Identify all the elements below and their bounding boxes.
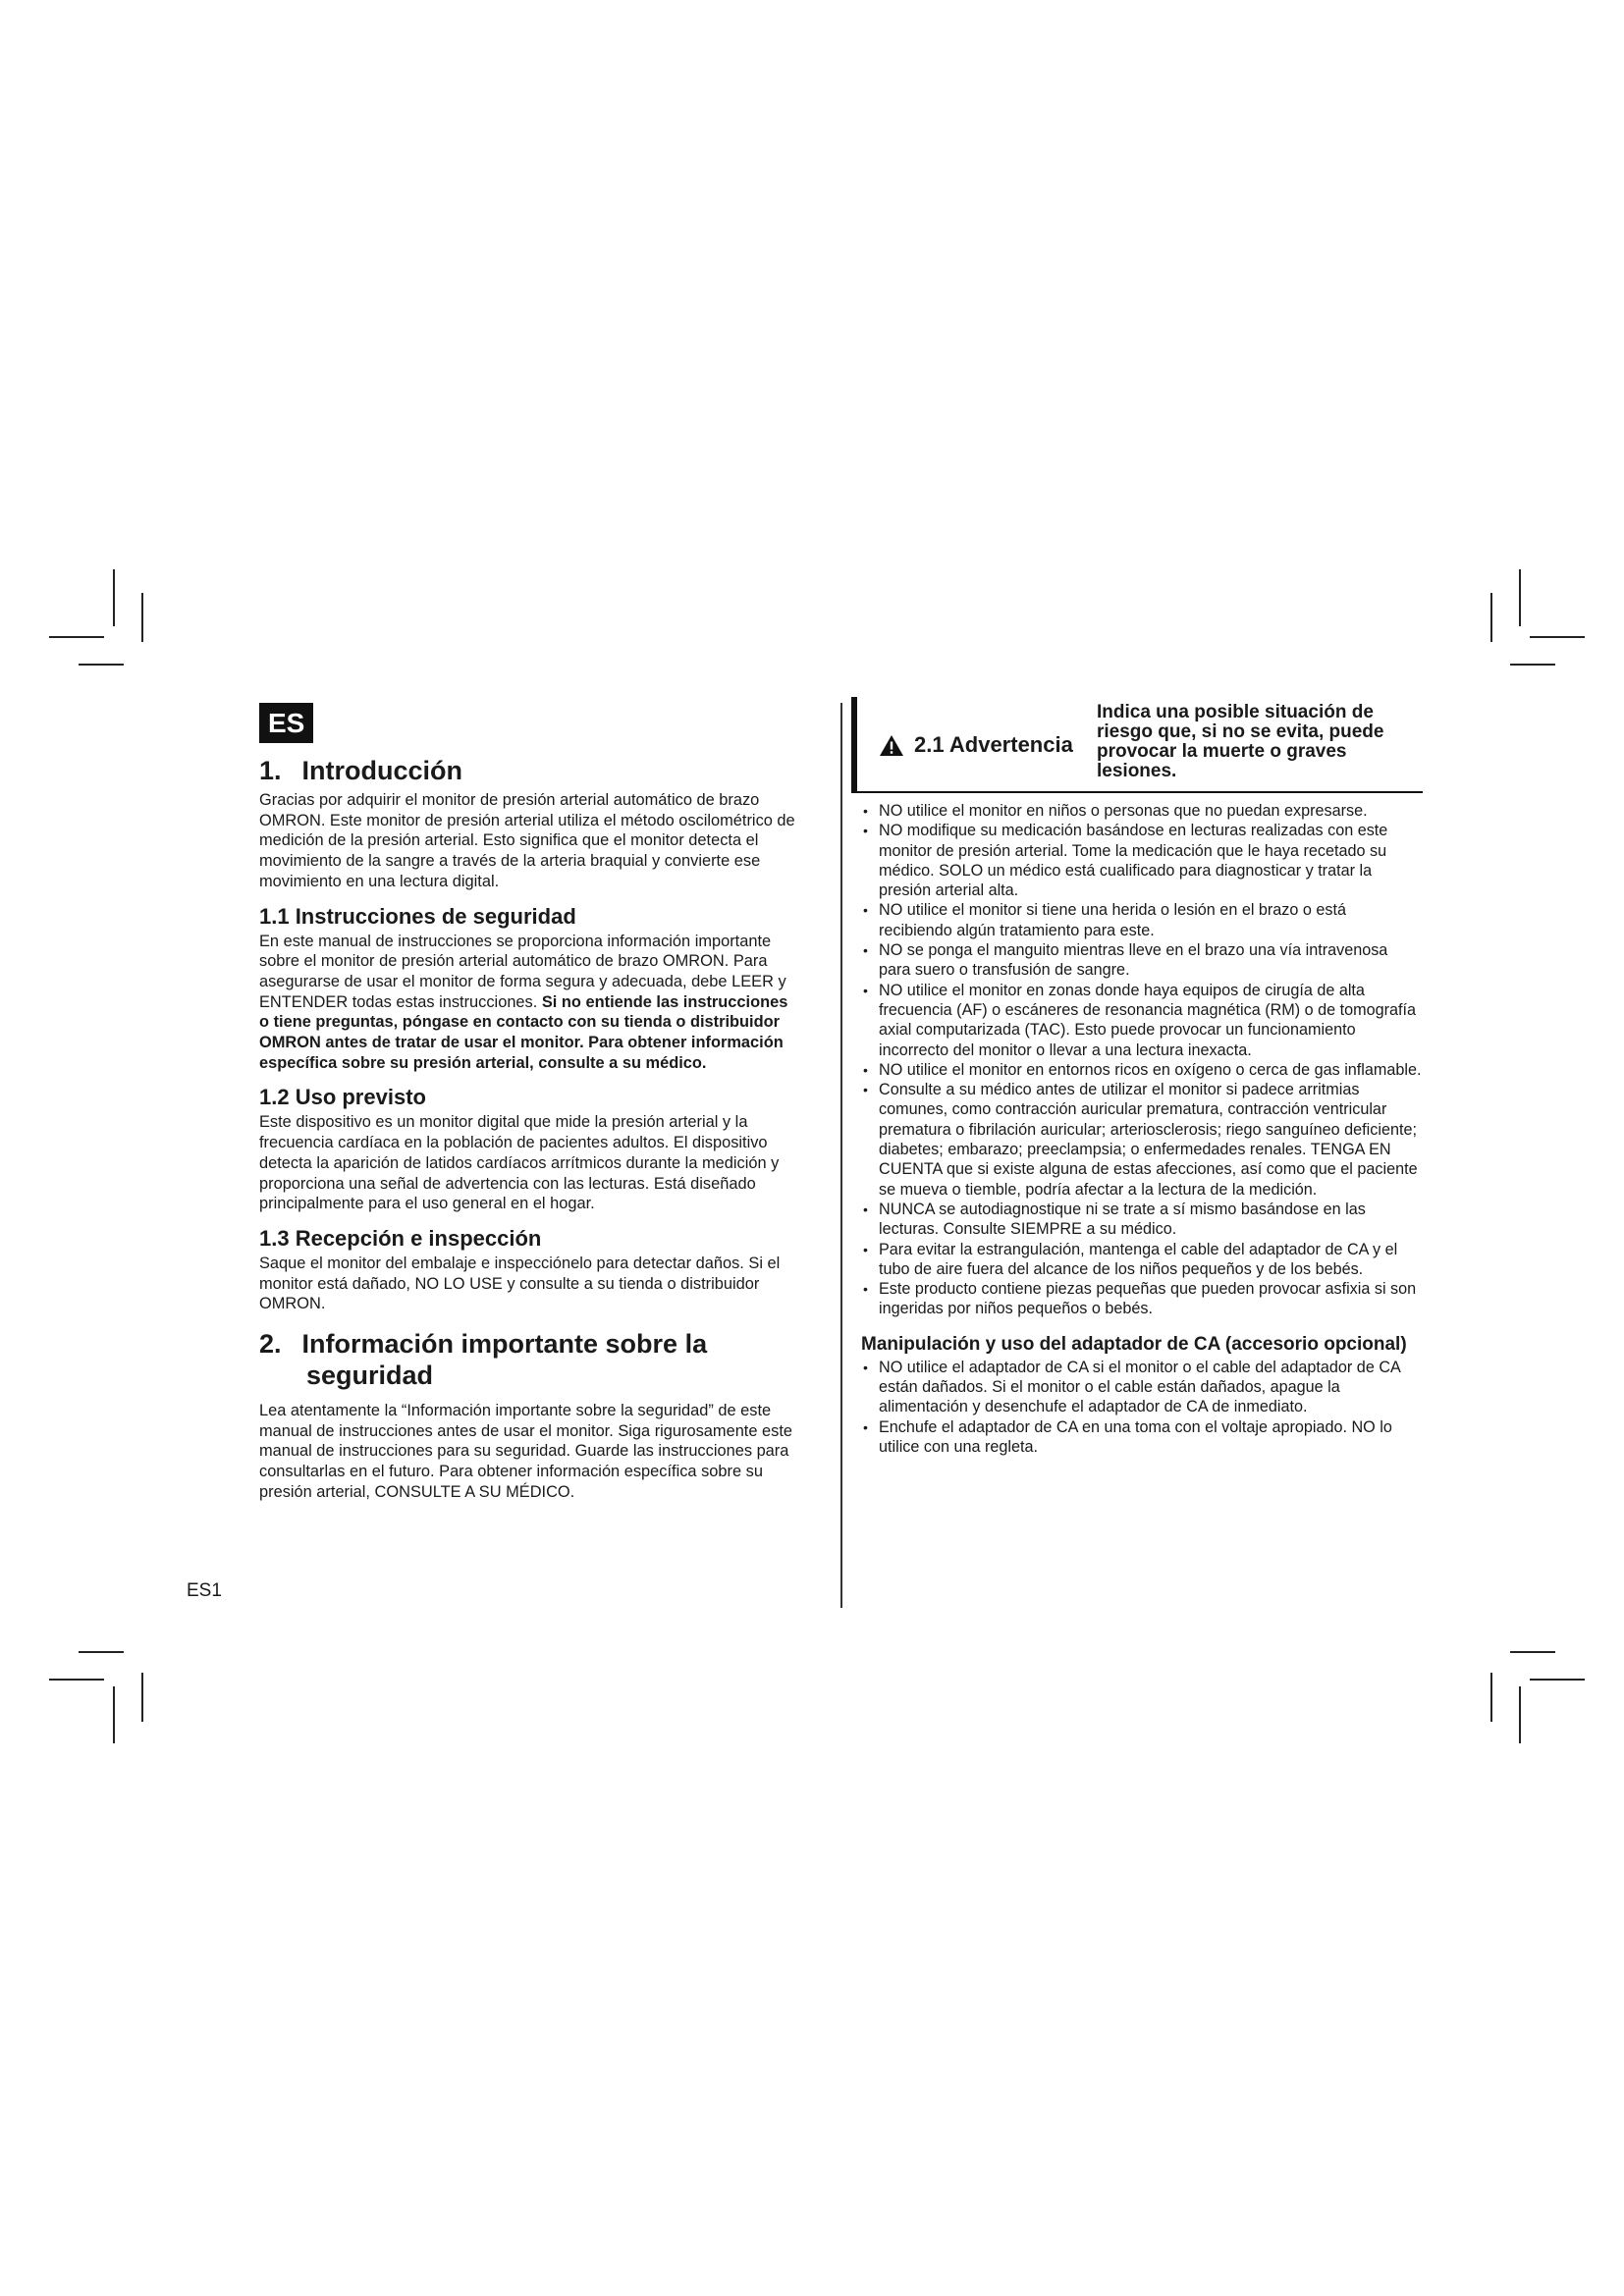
list-item: • NUNCA se autodiagnostique ni se trate a sí mismo basándose en las lecturas. Consulte SIEMPRE a su médico. — [861, 1200, 1423, 1240]
list-item: • NO utilice el monitor en niños o personas que no puedan expresarse. — [861, 801, 1423, 821]
warning-list — [861, 801, 1423, 1319]
right-column — [861, 703, 1423, 1457]
crop-mark — [79, 1651, 124, 1653]
list-item: • NO utilice el monitor en zonas donde haya equipos de cirugía de alta frecuencia (AF) o escáneres de resonancia magnética (RM) o de tomografía axial computarizada (TAC). Esto puede provocar un funcionamiento incorrecto del monitor o llevar a una lectura inexacta. — [861, 981, 1423, 1060]
section-2-body: Lea atentamente la “Información importante sobre la seguridad” de este manual de instrucciones antes de usar el monitor. Siga rigurosamente este manual de instrucciones para su seguridad. Guarde las instrucciones para consultarlas en el futuro. Para obtener información específica sobre su presión arterial, CONSULTE A SU MÉDICO. — [259, 1402, 793, 1501]
crop-mark — [79, 664, 124, 666]
section-1-3-body: Saque el monitor del embalaje e inspecciónelo para detectar daños. Si el monitor está dañado, NO LO USE y consulte a su tienda o distribuidor OMRON. — [259, 1254, 781, 1313]
crop-mark — [49, 1679, 104, 1681]
section-1-1-body-plain: En este manual de instrucciones se proporciona información importante sobre el monitor de presión arterial automático de brazo OMRON. Para asegurarse de usar el monitor de forma segura y adecuada, debe LEER y ENTENDER todas estas instrucciones. — [259, 932, 786, 1011]
section-1-1-heading: 1.1 Instrucciones de seguridad — [259, 903, 576, 929]
section-1-2-heading: 1.2 Uso previsto — [259, 1085, 426, 1110]
crop-mark — [141, 593, 143, 642]
list-item: • Enchufe el adaptador de CA en una toma con el voltaje apropiado. NO lo utilice con una regleta. — [861, 1417, 1423, 1458]
warning-header — [861, 703, 1423, 793]
list-item: • NO modifique su medicación basándose en lecturas realizadas con este monitor de presión arterial. Tome la medicación que le haya recetado su médico. SOLO un médico está cualificado para diagnosticar y tratar la presión arterial alta. — [861, 821, 1423, 900]
crop-mark — [49, 636, 104, 638]
crop-mark — [1519, 569, 1521, 626]
column-divider — [840, 703, 842, 1608]
crop-mark — [1519, 1686, 1521, 1743]
warning-bar — [851, 697, 857, 793]
warning-rule — [851, 791, 1423, 793]
language-badge: ES — [259, 703, 313, 743]
list-item: • NO se ponga el manguito mientras lleve en el brazo una vía intravenosa para suero o transfusión de sangre. — [861, 940, 1423, 981]
section-1-body: Gracias por adquirir el monitor de presión arterial automático de brazo OMRON. Este monitor de presión arterial utiliza el método oscilométrico de medición de la presión arterial. Esto significa que el monitor detecta el movimiento de la sangre a través de la arteria braquial y convierte ese movimiento en una lectura digital. — [259, 791, 795, 890]
crop-mark — [1490, 593, 1492, 642]
left-column — [259, 703, 801, 1503]
crop-mark — [113, 1686, 115, 1743]
list-item: • NO utilice el monitor en entornos ricos en oxígeno o cerca de gas inflamable. — [861, 1060, 1423, 1080]
warning-title-text: 2.1 Advertencia — [914, 732, 1073, 757]
page-number: ES1 — [187, 1580, 222, 1601]
list-item: • NO utilice el adaptador de CA si el monitor o el cable del adaptador de CA están dañados. Si el monitor o el cable están dañados, apague la alimentación y desenchufe el adaptador de CA de inmediato. — [861, 1358, 1423, 1417]
warning-title — [879, 732, 1073, 758]
crop-mark — [141, 1673, 143, 1722]
crop-mark — [113, 569, 115, 626]
section-1-title: Introducción — [301, 756, 463, 785]
section-2-number: 2. — [259, 1329, 282, 1360]
section-1-1-body — [259, 932, 801, 1074]
section-1-3-heading: 1.3 Recepción e inspección — [259, 1225, 542, 1251]
section-1-2-body: Este dispositivo es un monitor digital que mide la presión arterial y la frecuencia cardíaca en la población de pacientes adultos. El dispositivo detecta la aparición de latidos cardíacos arrítmicos durante la medición y proporciona una señal de advertencia con las lecturas. Está diseñado principalmente para el uso general en el hogar. — [259, 1113, 780, 1213]
section-2-heading — [259, 1328, 801, 1391]
crop-mark — [1490, 1673, 1492, 1722]
crop-mark — [1530, 636, 1585, 638]
crop-mark — [1510, 664, 1555, 666]
section-2-title-line1: Información importante sobre la — [301, 1329, 708, 1360]
adapter-list — [861, 1358, 1423, 1457]
list-item: • Para evitar la estrangulación, mantenga el cable del adaptador de CA y el tubo de aire fuera del alcance de los niños pequeños y de los bebés. — [861, 1240, 1423, 1280]
warning-description: Indica una posible situación de riesgo que, si no se evita, puede provocar la muerte o graves lesiones. — [1097, 702, 1384, 781]
list-item: • NO utilice el monitor si tiene una herida o lesión en el brazo o está recibiendo algún tratamiento para este. — [861, 900, 1423, 940]
section-1-number: 1. — [259, 756, 282, 785]
list-item: • Consulte a su médico antes de utilizar el monitor si padece arritmias comunes, como contracción auricular prematura, contracción ventricular prematura o fibrilación auricular; arteriosclerosis; riego sanguíneo deficiente; diabetes; embarazo; preeclampsia; o enfermedades renales. TENGA EN CUENTA que si existe alguna de estas afecciones, así como que el paciente se mueva o tiemble, podría afectar a la lectura de la medición. — [861, 1080, 1423, 1200]
section-2-title-line2: seguridad — [306, 1361, 434, 1391]
adapter-heading: Manipulación y uso del adaptador de CA (accesorio opcional) — [861, 1333, 1407, 1355]
list-item: • Este producto contiene piezas pequeñas que pueden provocar asfixia si son ingeridas por niños pequeños o bebés. — [861, 1279, 1423, 1319]
section-1-heading — [259, 755, 801, 786]
crop-mark — [1530, 1679, 1585, 1681]
warning-triangle-icon — [879, 734, 904, 757]
section-1-1-body-bold: Si no entiende las instrucciones o tiene preguntas, póngase en contacto con su tienda o distribuidor OMRON antes de tratar de usar el monitor. Para obtener información específica sobre su presión arterial, consulte a su médico. — [259, 992, 788, 1072]
crop-mark — [1510, 1651, 1555, 1653]
